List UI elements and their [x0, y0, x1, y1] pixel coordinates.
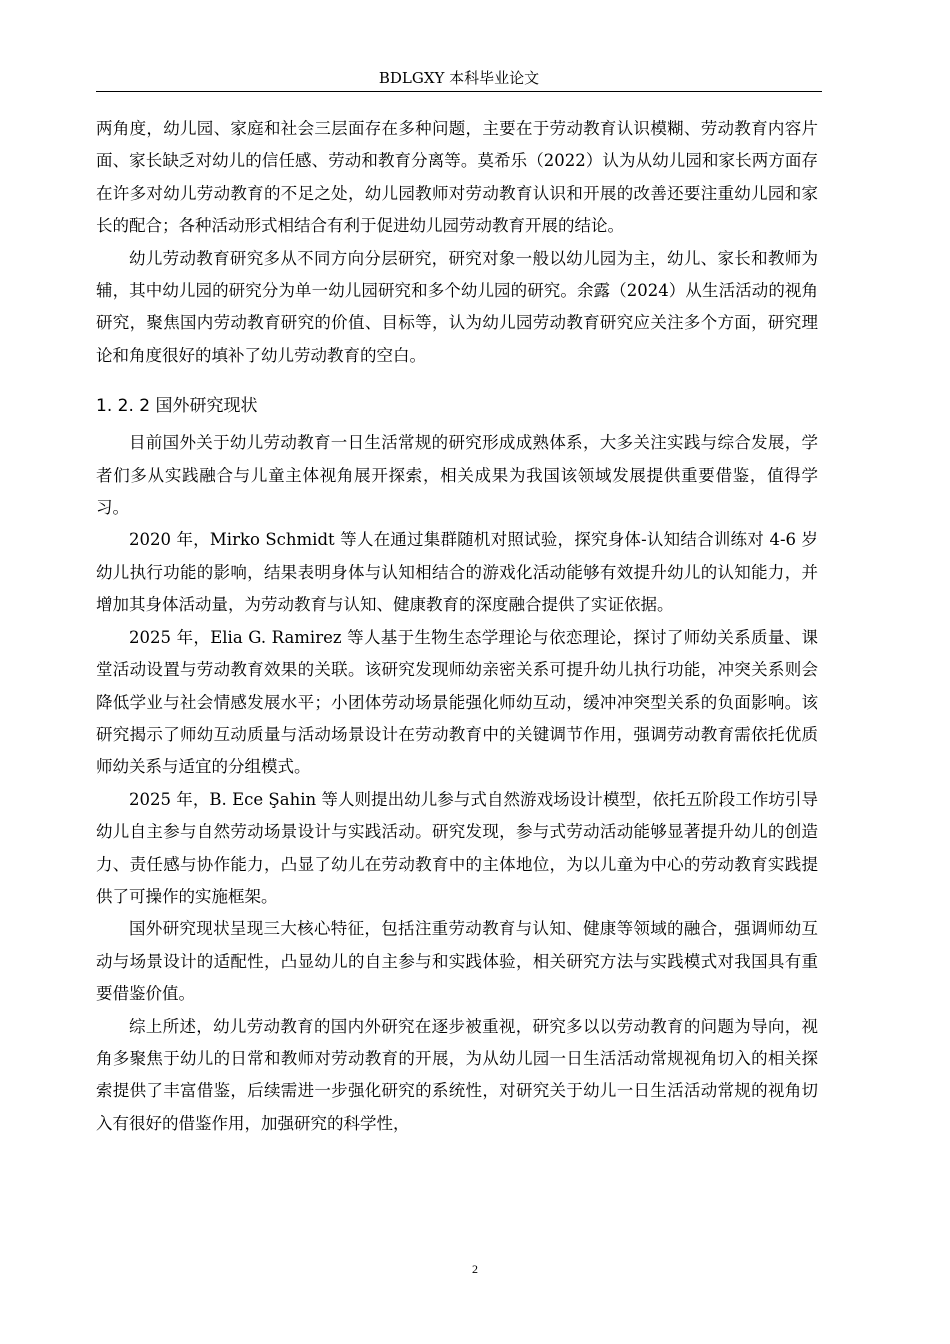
- paragraph-domestic-summary: 幼儿劳动教育研究多从不同方向分层研究，研究对象一般以幼儿园为主，幼儿、家长和教师为辅，其中幼儿园的研究分为单一幼儿园研究和多个幼儿园的研究。余露（2024）从生活活动的视角研究，聚焦国内劳动教育研究的价值、目标等，认为幼儿园劳动教育研究应关注多个方面，研究理论和角度很好的填补了幼儿劳动教育的空白。: [96, 248, 818, 365]
- paragraph-foreign-overview: 目前国外关于幼儿劳动教育一日生活常规的研究形成成熟体系，大多关注实践与综合发展，学者们多从实践融合与儿童主体视角展开探索，相关成果为我国该领域发展提供重要借鉴，值得学习。: [96, 433, 818, 518]
- paragraph-ramirez-2025: 2025 年，Elia G. Ramirez 等人基于生物生态学理论与依恋理论，探讨了师幼关系质量、课堂活动设置与劳动教育效果的关联。该研究发现师幼亲密关系可提升幼儿执行功能，冲突关系则会降低学业与社会情感发展水平；小团体劳动场景能强化师幼互动，缓冲冲突型关系的负面影响。该研究揭示了师幼互动质量与活动场景设计在劳动教育中的关键调节作用，强调劳动教育需依托优质师幼关系与适宜的分组模式。: [96, 627, 818, 777]
- paragraph-foreign-features: 国外研究现状呈现三大核心特征，包括注重劳动教育与认知、健康等领域的融合，强调师幼互动与场景设计的适配性，凸显幼儿的自主参与和实践体验，相关研究方法与实践模式对我国具有重要借鉴价值。: [96, 919, 818, 1004]
- page-header-title: BDLGXY 本科毕业论文: [378, 69, 540, 87]
- body-text: [96, 113, 818, 1140]
- paragraph-schmidt-2020: 2020 年，Mirko Schmidt 等人在通过集群随机对照试验，探究身体-认知结合训练对 4-6 岁幼儿执行功能的影响，结果表明身体与认知相结合的游戏化活动能够有效提升幼儿的认知能力，并增加其身体活动量，为劳动教育与认知、健康教育的深度融合提供了实证依据。: [96, 530, 818, 615]
- page-number: 2: [472, 1262, 478, 1276]
- paragraph-continued: 两角度，幼儿园、家庭和社会三层面存在多种问题，主要在于劳动教育认识模糊、劳动教育内容片面、家长缺乏对幼儿的信任感、劳动和教育分离等。莫希乐（2022）认为从幼儿园和家长两方面存在许多对幼儿劳动教育的不足之处，幼儿园教师对劳动教育认识和开展的改善还要注重幼儿园和家长的配合；各种活动形式相结合有利于促进幼儿园劳动教育开展的结论。: [96, 119, 818, 236]
- section-heading: 1. 2. 2 国外研究现状: [96, 396, 258, 417]
- paragraph-conclusion: 综上所述，幼儿劳动教育的国内外研究在逐步被重视，研究多以以劳动教育的问题为导向，视角多聚焦于幼儿的日常和教师对劳动教育的开展，为从幼儿园一日生活活动常规视角切入的相关探索提供了丰富借鉴，后续需进一步强化研究的系统性，对研究关于幼儿一日生活活动常规的视角切入有很好的借鉴作用，加强研究的科学性，: [96, 1016, 818, 1133]
- paragraph-sahin-2025: 2025 年，B. Ece Şahin 等人则提出幼儿参与式自然游戏场设计模型，依托五阶段工作坊引导幼儿自主参与自然劳动场景设计与实践活动。研究发现，参与式劳动活动能够显著提升幼儿的创造力、责任感与协作能力，凸显了幼儿在劳动教育中的主体地位，为以儿童为中心的劳动教育实践提供了可操作的实施框架。: [96, 789, 818, 906]
- header-rule: [96, 91, 822, 92]
